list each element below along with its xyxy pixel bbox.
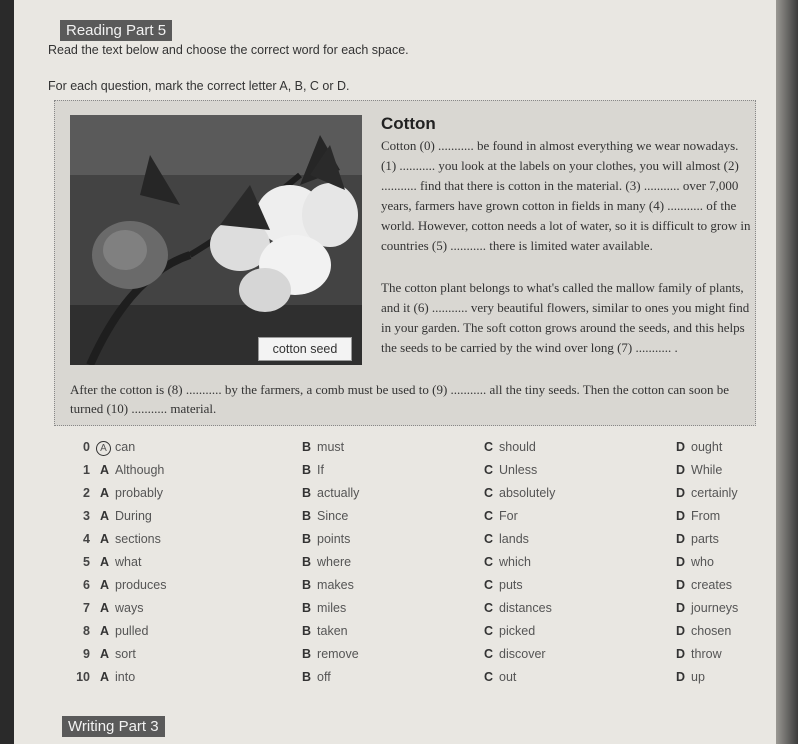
option-d[interactable]: D creates	[676, 578, 733, 592]
question-row	[60, 601, 760, 621]
question-number: 9	[83, 647, 90, 661]
option-c[interactable]: C discover	[484, 647, 546, 661]
question-row	[60, 670, 760, 690]
option-d[interactable]: D While	[676, 463, 723, 477]
circled-answer-icon: A	[96, 441, 111, 456]
option-a[interactable]: A what	[100, 555, 142, 569]
option-b[interactable]: B points	[302, 532, 351, 546]
photo-caption: cotton seed	[258, 337, 352, 361]
option-d[interactable]: D chosen	[676, 624, 732, 638]
option-d[interactable]: D From	[676, 509, 721, 523]
option-a[interactable]: A ways	[100, 601, 144, 615]
question-row	[60, 624, 760, 644]
article-paragraph-2: The cotton plant belongs to what's called the mallow family of plants, and it (6) ........... very beautiful flowers, similar to ones you might find in your garden. The soft cotton grows around the seeds, and this helps the seeds to be carried by the wind over long (7) ........... .	[381, 280, 750, 355]
question-row	[60, 647, 760, 667]
question-row	[60, 578, 760, 598]
option-a[interactable]: A into	[100, 670, 136, 684]
option-b[interactable]: B actually	[302, 486, 360, 500]
question-row	[60, 440, 760, 460]
article-paragraph-1: Cotton (0) ........... be found in almost everything we wear nowadays. (1) ........... you look at the labels on your clothes, you will almost (2) ........... find that there is cotton in the material. (3) ........... over 7,000 years, farmers have grown cotton in fields in many (4) ........... of the world. However, cotton needs a lot of water, so it is difficult to grow in countries (5) ........... there is limited water available.	[381, 138, 751, 253]
question-row	[60, 463, 760, 483]
page-edge-shadow	[776, 0, 798, 744]
option-b[interactable]: B where	[302, 555, 352, 569]
option-c[interactable]: C For	[484, 509, 518, 523]
option-d[interactable]: D certainly	[676, 486, 738, 500]
option-a[interactable]: A During	[100, 509, 152, 523]
option-d[interactable]: D who	[676, 555, 714, 569]
option-b[interactable]: B taken	[302, 624, 348, 638]
option-a[interactable]: A probably	[100, 486, 163, 500]
cotton-photo	[70, 115, 362, 365]
instruction-line-2: For each question, mark the correct letter A, B, C or D.	[48, 79, 350, 93]
option-c[interactable]: C lands	[484, 532, 529, 546]
question-number: 4	[83, 532, 90, 546]
option-a[interactable]: A produces	[100, 578, 167, 592]
article-paragraph-3: After the cotton is (8) ........... by the farmers, a comb must be used to (9) ........... all the tiny seeds. Then the cotton can soon be turned (10) ........... material.	[70, 382, 729, 416]
question-number: 8	[83, 624, 90, 638]
option-c[interactable]: C which	[484, 555, 531, 569]
option-c[interactable]: C out	[484, 670, 517, 684]
question-number: 3	[83, 509, 90, 523]
section-heading-reading: Reading Part 5	[60, 20, 172, 41]
option-d[interactable]: D journeys	[676, 601, 739, 615]
instruction-line-1: Read the text below and choose the correct word for each space.	[48, 43, 409, 57]
question-row	[60, 509, 760, 529]
option-a[interactable]: A Although	[100, 463, 165, 477]
option-a[interactable]: A sort	[100, 647, 136, 661]
section-heading-writing: Writing Part 3	[62, 716, 165, 737]
question-number: 0	[83, 440, 90, 454]
option-a[interactable]: A can	[96, 440, 135, 456]
question-number: 6	[83, 578, 90, 592]
option-b[interactable]: B Since	[302, 509, 349, 523]
option-a[interactable]: A sections	[100, 532, 161, 546]
option-b[interactable]: B If	[302, 463, 324, 477]
option-b[interactable]: B remove	[302, 647, 359, 661]
option-b[interactable]: B makes	[302, 578, 354, 592]
option-d[interactable]: D throw	[676, 647, 722, 661]
question-number: 10	[76, 670, 90, 684]
option-b[interactable]: B miles	[302, 601, 347, 615]
question-row	[60, 486, 760, 506]
option-d[interactable]: D parts	[676, 532, 719, 546]
option-c[interactable]: C puts	[484, 578, 523, 592]
option-b[interactable]: B off	[302, 670, 331, 684]
question-row	[60, 532, 760, 552]
question-number: 1	[83, 463, 90, 477]
question-number: 2	[83, 486, 90, 500]
option-c[interactable]: C picked	[484, 624, 536, 638]
option-c[interactable]: C absolutely	[484, 486, 556, 500]
option-b[interactable]: B must	[302, 440, 345, 454]
option-c[interactable]: C Unless	[484, 463, 538, 477]
question-number: 5	[83, 555, 90, 569]
option-a[interactable]: A pulled	[100, 624, 149, 638]
article-title: Cotton	[381, 114, 436, 133]
option-d[interactable]: D ought	[676, 440, 723, 454]
option-c[interactable]: C distances	[484, 601, 552, 615]
option-d[interactable]: D up	[676, 670, 705, 684]
question-row	[60, 555, 760, 575]
option-c[interactable]: C should	[484, 440, 536, 454]
question-number: 7	[83, 601, 90, 615]
